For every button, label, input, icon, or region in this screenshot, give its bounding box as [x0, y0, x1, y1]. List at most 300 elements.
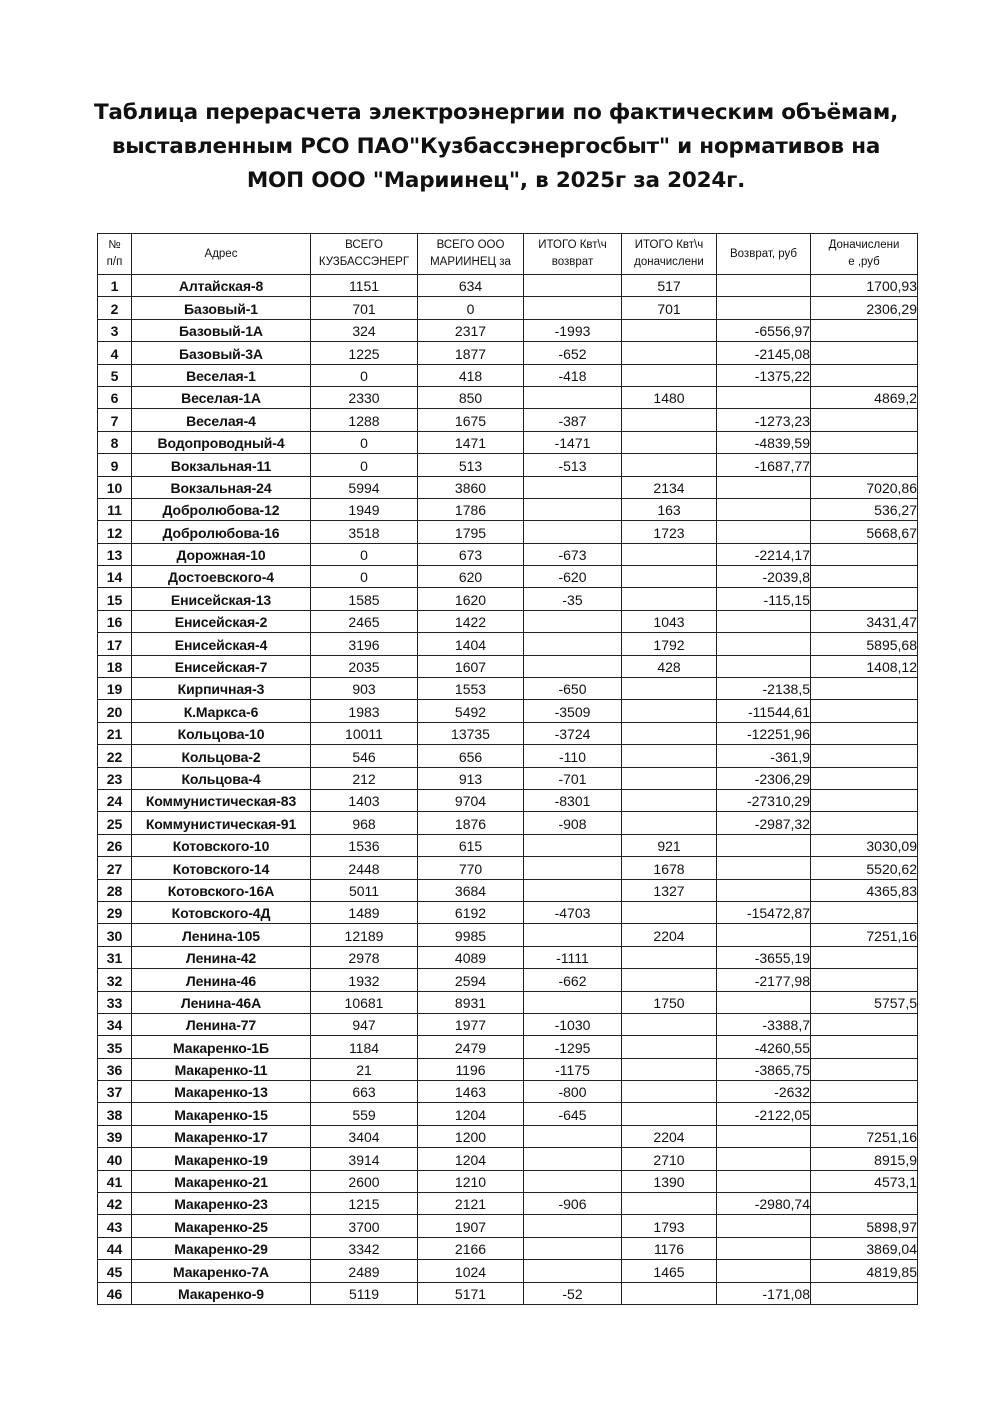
row-total-mariinets: 1907: [418, 1215, 524, 1237]
row-total-kuzbass: 1151: [311, 275, 418, 297]
row-return-rub: [717, 924, 811, 946]
row-total-kuzbass: 0: [311, 543, 418, 565]
row-address: К.Маркса-6: [132, 700, 311, 722]
row-address: Макаренко-11: [132, 1058, 311, 1080]
row-total-mariinets: 5171: [418, 1282, 524, 1304]
row-address: Енисейская-7: [132, 655, 311, 677]
row-kwh-return: [524, 991, 622, 1013]
row-total-mariinets: 2479: [418, 1036, 524, 1058]
row-total-mariinets: 1795: [418, 521, 524, 543]
row-kwh-surcharge: [622, 543, 717, 565]
row-kwh-return: -110: [524, 745, 622, 767]
table-row: [98, 1260, 918, 1282]
row-return-rub: -361,9: [717, 745, 811, 767]
row-kwh-surcharge: [622, 566, 717, 588]
row-number: 34: [98, 1013, 132, 1035]
row-total-mariinets: 513: [418, 454, 524, 476]
row-total-mariinets: 8931: [418, 991, 524, 1013]
row-return-rub: -2138,5: [717, 678, 811, 700]
row-kwh-surcharge: [622, 1193, 717, 1215]
row-number: 19: [98, 678, 132, 700]
row-total-mariinets: 656: [418, 745, 524, 767]
row-kwh-surcharge: [622, 969, 717, 991]
row-surcharge-rub: 5757,5: [811, 991, 918, 1013]
row-total-mariinets: 1196: [418, 1058, 524, 1080]
row-total-kuzbass: 1403: [311, 789, 418, 811]
table-row: [98, 678, 918, 700]
row-total-mariinets: 620: [418, 566, 524, 588]
row-kwh-return: [524, 1237, 622, 1259]
row-total-mariinets: 1471: [418, 431, 524, 453]
row-kwh-surcharge: [622, 789, 717, 811]
row-surcharge-rub: [811, 364, 918, 386]
table-row: [98, 633, 918, 655]
row-address: Макаренко-9: [132, 1282, 311, 1304]
row-total-kuzbass: 701: [311, 297, 418, 319]
row-total-mariinets: 9704: [418, 789, 524, 811]
row-kwh-surcharge: 2204: [622, 924, 717, 946]
table-row: [98, 386, 918, 408]
row-kwh-surcharge: 2204: [622, 1125, 717, 1147]
row-total-kuzbass: 5994: [311, 476, 418, 498]
row-total-kuzbass: 1489: [311, 901, 418, 923]
row-surcharge-rub: [811, 1036, 918, 1058]
row-total-kuzbass: 12189: [311, 924, 418, 946]
row-kwh-return: [524, 879, 622, 901]
row-kwh-surcharge: [622, 946, 717, 968]
document-title: [60, 96, 932, 198]
row-return-rub: [717, 1215, 811, 1237]
table-row: [98, 364, 918, 386]
row-address: Кольцова-4: [132, 767, 311, 789]
row-kwh-surcharge: 163: [622, 498, 717, 520]
row-number: 38: [98, 1103, 132, 1125]
row-total-kuzbass: 21: [311, 1058, 418, 1080]
row-surcharge-rub: 536,27: [811, 498, 918, 520]
row-total-kuzbass: 2448: [311, 857, 418, 879]
row-surcharge-rub: [811, 745, 918, 767]
row-return-rub: -1687,77: [717, 454, 811, 476]
row-surcharge-rub: 5668,67: [811, 521, 918, 543]
table-row: [98, 476, 918, 498]
row-total-mariinets: 0: [418, 297, 524, 319]
row-kwh-return: [524, 834, 622, 856]
row-address: Ленина-105: [132, 924, 311, 946]
table-row: [98, 1081, 918, 1103]
row-kwh-return: -1030: [524, 1013, 622, 1035]
row-surcharge-rub: 1700,93: [811, 275, 918, 297]
row-address: Макаренко-23: [132, 1193, 311, 1215]
row-surcharge-rub: [811, 1081, 918, 1103]
row-return-rub: -27310,29: [717, 789, 811, 811]
row-return-rub: [717, 655, 811, 677]
table-row: [98, 275, 918, 297]
row-kwh-return: [524, 857, 622, 879]
row-total-mariinets: 9985: [418, 924, 524, 946]
row-surcharge-rub: [811, 543, 918, 565]
row-kwh-surcharge: [622, 1013, 717, 1035]
row-total-kuzbass: 10011: [311, 722, 418, 744]
row-number: 46: [98, 1282, 132, 1304]
row-total-kuzbass: 2600: [311, 1170, 418, 1192]
row-number: 18: [98, 655, 132, 677]
row-surcharge-rub: 2306,29: [811, 297, 918, 319]
row-address: Макаренко-29: [132, 1237, 311, 1259]
row-total-mariinets: 1620: [418, 588, 524, 610]
row-kwh-return: -800: [524, 1081, 622, 1103]
header-total-kuzbass: ВСЕГО КУЗБАССЭНЕРГ: [311, 234, 418, 275]
row-total-mariinets: 5492: [418, 700, 524, 722]
row-total-mariinets: 13735: [418, 722, 524, 744]
row-kwh-surcharge: [622, 678, 717, 700]
row-number: 4: [98, 342, 132, 364]
row-kwh-return: [524, 521, 622, 543]
row-address: Кирпичная-3: [132, 678, 311, 700]
table-row: [98, 879, 918, 901]
row-kwh-surcharge: 701: [622, 297, 717, 319]
row-surcharge-rub: [811, 1058, 918, 1080]
row-return-rub: [717, 834, 811, 856]
row-return-rub: -1375,22: [717, 364, 811, 386]
row-kwh-surcharge: [622, 745, 717, 767]
title-line: выставленным РСО ПАО"Кузбассэнергосбыт" и нормативов на: [111, 134, 881, 159]
row-kwh-return: -1295: [524, 1036, 622, 1058]
row-kwh-surcharge: [622, 364, 717, 386]
row-address: Котовского-16А: [132, 879, 311, 901]
row-kwh-surcharge: 1480: [622, 386, 717, 408]
row-number: 5: [98, 364, 132, 386]
row-surcharge-rub: 1408,12: [811, 655, 918, 677]
row-kwh-return: [524, 924, 622, 946]
table-row: [98, 700, 918, 722]
row-total-kuzbass: 5011: [311, 879, 418, 901]
row-surcharge-rub: [811, 566, 918, 588]
row-return-rub: [717, 498, 811, 520]
row-return-rub: -3388,7: [717, 1013, 811, 1035]
row-surcharge-rub: 7251,16: [811, 1125, 918, 1147]
row-kwh-surcharge: [622, 1081, 717, 1103]
row-total-kuzbass: 559: [311, 1103, 418, 1125]
row-kwh-surcharge: 1793: [622, 1215, 717, 1237]
row-total-kuzbass: 2035: [311, 655, 418, 677]
row-total-mariinets: 3684: [418, 879, 524, 901]
row-kwh-surcharge: 2134: [622, 476, 717, 498]
row-address: Дорожная-10: [132, 543, 311, 565]
row-number: 8: [98, 431, 132, 453]
table-row: [98, 454, 918, 476]
row-kwh-return: -673: [524, 543, 622, 565]
row-kwh-return: -662: [524, 969, 622, 991]
row-surcharge-rub: [811, 969, 918, 991]
row-surcharge-rub: [811, 700, 918, 722]
row-return-rub: [717, 521, 811, 543]
row-total-mariinets: 4089: [418, 946, 524, 968]
row-kwh-return: -52: [524, 1282, 622, 1304]
row-total-kuzbass: 947: [311, 1013, 418, 1035]
row-kwh-return: -418: [524, 364, 622, 386]
row-return-rub: -2214,17: [717, 543, 811, 565]
row-number: 16: [98, 610, 132, 632]
row-kwh-surcharge: 1750: [622, 991, 717, 1013]
row-address: Вокзальная-11: [132, 454, 311, 476]
row-kwh-return: -1993: [524, 319, 622, 341]
row-number: 44: [98, 1237, 132, 1259]
row-surcharge-rub: [811, 789, 918, 811]
row-address: Водопроводный-4: [132, 431, 311, 453]
row-surcharge-rub: 5895,68: [811, 633, 918, 655]
row-kwh-surcharge: 1327: [622, 879, 717, 901]
row-address: Макаренко-21: [132, 1170, 311, 1192]
row-surcharge-rub: 3869,04: [811, 1237, 918, 1259]
row-kwh-return: [524, 610, 622, 632]
row-total-kuzbass: 3342: [311, 1237, 418, 1259]
row-kwh-return: [524, 633, 622, 655]
row-surcharge-rub: 7251,16: [811, 924, 918, 946]
row-kwh-surcharge: 1176: [622, 1237, 717, 1259]
row-return-rub: [717, 1170, 811, 1192]
row-kwh-return: [524, 1260, 622, 1282]
row-address: Ленина-42: [132, 946, 311, 968]
row-total-mariinets: 3860: [418, 476, 524, 498]
row-total-mariinets: 1876: [418, 812, 524, 834]
row-kwh-surcharge: [622, 319, 717, 341]
row-total-kuzbass: 1225: [311, 342, 418, 364]
row-total-mariinets: 418: [418, 364, 524, 386]
row-number: 12: [98, 521, 132, 543]
row-return-rub: [717, 275, 811, 297]
row-address: Базовый-1А: [132, 319, 311, 341]
row-surcharge-rub: [811, 431, 918, 453]
row-number: 15: [98, 588, 132, 610]
row-address: Ленина-46А: [132, 991, 311, 1013]
row-kwh-surcharge: 428: [622, 655, 717, 677]
row-kwh-return: -3509: [524, 700, 622, 722]
row-total-mariinets: 1675: [418, 409, 524, 431]
row-number: 6: [98, 386, 132, 408]
row-number: 33: [98, 991, 132, 1013]
row-return-rub: [717, 476, 811, 498]
table-row: [98, 610, 918, 632]
header-kwh-return: ИТОГО Квт\ч возврат: [524, 234, 622, 275]
row-surcharge-rub: [811, 319, 918, 341]
row-kwh-return: -645: [524, 1103, 622, 1125]
table-row: [98, 1215, 918, 1237]
row-surcharge-rub: [811, 1282, 918, 1304]
row-number: 21: [98, 722, 132, 744]
row-address: Макаренко-25: [132, 1215, 311, 1237]
row-return-rub: -3655,19: [717, 946, 811, 968]
row-total-kuzbass: 663: [311, 1081, 418, 1103]
row-number: 20: [98, 700, 132, 722]
table-row: [98, 1148, 918, 1170]
table-row: [98, 319, 918, 341]
row-kwh-return: -513: [524, 454, 622, 476]
row-address: Макаренко-19: [132, 1148, 311, 1170]
row-kwh-surcharge: 1390: [622, 1170, 717, 1192]
row-total-kuzbass: 3914: [311, 1148, 418, 1170]
row-number: 43: [98, 1215, 132, 1237]
row-kwh-surcharge: [622, 812, 717, 834]
row-total-mariinets: 2317: [418, 319, 524, 341]
row-kwh-return: -1471: [524, 431, 622, 453]
row-kwh-surcharge: [622, 1036, 717, 1058]
row-kwh-return: -1111: [524, 946, 622, 968]
row-return-rub: [717, 1148, 811, 1170]
row-kwh-return: -620: [524, 566, 622, 588]
table-row: [98, 901, 918, 923]
row-total-mariinets: 1204: [418, 1148, 524, 1170]
row-number: 7: [98, 409, 132, 431]
row-total-kuzbass: 0: [311, 454, 418, 476]
row-kwh-surcharge: 1678: [622, 857, 717, 879]
row-surcharge-rub: [811, 588, 918, 610]
row-kwh-surcharge: 2710: [622, 1148, 717, 1170]
row-kwh-return: [524, 1125, 622, 1147]
row-kwh-return: -1175: [524, 1058, 622, 1080]
row-return-rub: [717, 633, 811, 655]
row-surcharge-rub: 3431,47: [811, 610, 918, 632]
table-row: [98, 1170, 918, 1192]
table-row: [98, 745, 918, 767]
row-number: 29: [98, 901, 132, 923]
row-total-kuzbass: 1585: [311, 588, 418, 610]
header-total-mariinets: ВСЕГО ООО МАРИИНЕЦ за: [418, 234, 524, 275]
row-surcharge-rub: 8915,9: [811, 1148, 918, 1170]
row-address: Кольцова-2: [132, 745, 311, 767]
row-number: 2: [98, 297, 132, 319]
row-address: Коммунистическая-91: [132, 812, 311, 834]
row-kwh-return: -35: [524, 588, 622, 610]
row-kwh-return: [524, 297, 622, 319]
row-number: 36: [98, 1058, 132, 1080]
row-total-mariinets: 850: [418, 386, 524, 408]
row-total-mariinets: 615: [418, 834, 524, 856]
row-address: Алтайская-8: [132, 275, 311, 297]
row-number: 30: [98, 924, 132, 946]
row-number: 31: [98, 946, 132, 968]
row-surcharge-rub: [811, 901, 918, 923]
row-address: Добролюбова-16: [132, 521, 311, 543]
row-return-rub: -115,15: [717, 588, 811, 610]
row-surcharge-rub: 7020,86: [811, 476, 918, 498]
row-number: 39: [98, 1125, 132, 1147]
row-return-rub: -3865,75: [717, 1058, 811, 1080]
row-number: 13: [98, 543, 132, 565]
table-row: [98, 1282, 918, 1304]
recalculation-table: [97, 233, 918, 1305]
row-address: Кольцова-10: [132, 722, 311, 744]
row-return-rub: -2039,8: [717, 566, 811, 588]
row-surcharge-rub: [811, 678, 918, 700]
row-total-mariinets: 2166: [418, 1237, 524, 1259]
row-address: Базовый-3А: [132, 342, 311, 364]
row-kwh-return: [524, 386, 622, 408]
row-return-rub: -2306,29: [717, 767, 811, 789]
row-surcharge-rub: [811, 946, 918, 968]
row-address: Котовского-10: [132, 834, 311, 856]
row-return-rub: -2632: [717, 1081, 811, 1103]
row-kwh-surcharge: 1465: [622, 1260, 717, 1282]
table-row: [98, 521, 918, 543]
header-kwh-surcharge: ИТОГО Квт\ч доначислени: [622, 234, 717, 275]
row-total-kuzbass: 212: [311, 767, 418, 789]
row-total-kuzbass: 3196: [311, 633, 418, 655]
row-total-kuzbass: 1949: [311, 498, 418, 520]
row-total-mariinets: 1404: [418, 633, 524, 655]
row-total-mariinets: 1877: [418, 342, 524, 364]
row-return-rub: [717, 386, 811, 408]
row-total-mariinets: 1210: [418, 1170, 524, 1192]
row-surcharge-rub: [811, 1103, 918, 1125]
row-kwh-surcharge: [622, 722, 717, 744]
title-line: МОП ООО "Мариинец", в 2025г за 2024г.: [246, 168, 746, 193]
row-address: Енисейская-2: [132, 610, 311, 632]
row-total-kuzbass: 546: [311, 745, 418, 767]
row-number: 17: [98, 633, 132, 655]
row-total-mariinets: 1200: [418, 1125, 524, 1147]
table-row: [98, 566, 918, 588]
table-row: [98, 1036, 918, 1058]
table-row: [98, 812, 918, 834]
row-surcharge-rub: 4573,1: [811, 1170, 918, 1192]
row-surcharge-rub: [811, 454, 918, 476]
row-total-kuzbass: 3700: [311, 1215, 418, 1237]
row-total-kuzbass: 3518: [311, 521, 418, 543]
row-return-rub: -2145,08: [717, 342, 811, 364]
row-total-mariinets: 2594: [418, 969, 524, 991]
table-row: [98, 1013, 918, 1035]
table-body: [98, 275, 918, 1305]
table-row: [98, 969, 918, 991]
row-total-mariinets: 1422: [418, 610, 524, 632]
row-kwh-return: -650: [524, 678, 622, 700]
row-number: 25: [98, 812, 132, 834]
row-surcharge-rub: 5520,62: [811, 857, 918, 879]
row-return-rub: -2987,32: [717, 812, 811, 834]
row-number: 14: [98, 566, 132, 588]
row-total-kuzbass: 2465: [311, 610, 418, 632]
table-row: [98, 924, 918, 946]
table-row: [98, 297, 918, 319]
row-kwh-return: [524, 1170, 622, 1192]
row-address: Веселая-1А: [132, 386, 311, 408]
row-number: 26: [98, 834, 132, 856]
row-total-kuzbass: 324: [311, 319, 418, 341]
row-kwh-return: -906: [524, 1193, 622, 1215]
row-surcharge-rub: [811, 409, 918, 431]
row-number: 32: [98, 969, 132, 991]
header-return-rub: Возврат, руб: [717, 234, 811, 275]
row-kwh-surcharge: [622, 1103, 717, 1125]
row-kwh-surcharge: [622, 1058, 717, 1080]
row-address: Коммунистическая-83: [132, 789, 311, 811]
row-surcharge-rub: [811, 767, 918, 789]
row-return-rub: [717, 1237, 811, 1259]
row-surcharge-rub: [811, 342, 918, 364]
row-number: 24: [98, 789, 132, 811]
row-kwh-surcharge: [622, 454, 717, 476]
row-number: 1: [98, 275, 132, 297]
row-return-rub: -2177,98: [717, 969, 811, 991]
row-kwh-surcharge: [622, 767, 717, 789]
header-surcharge-rub: Доначислени е ,руб: [811, 234, 918, 275]
row-return-rub: [717, 610, 811, 632]
row-address: Веселая-1: [132, 364, 311, 386]
row-surcharge-rub: 3030,09: [811, 834, 918, 856]
row-address: Енисейская-4: [132, 633, 311, 655]
row-address: Макаренко-1Б: [132, 1036, 311, 1058]
row-kwh-surcharge: 517: [622, 275, 717, 297]
